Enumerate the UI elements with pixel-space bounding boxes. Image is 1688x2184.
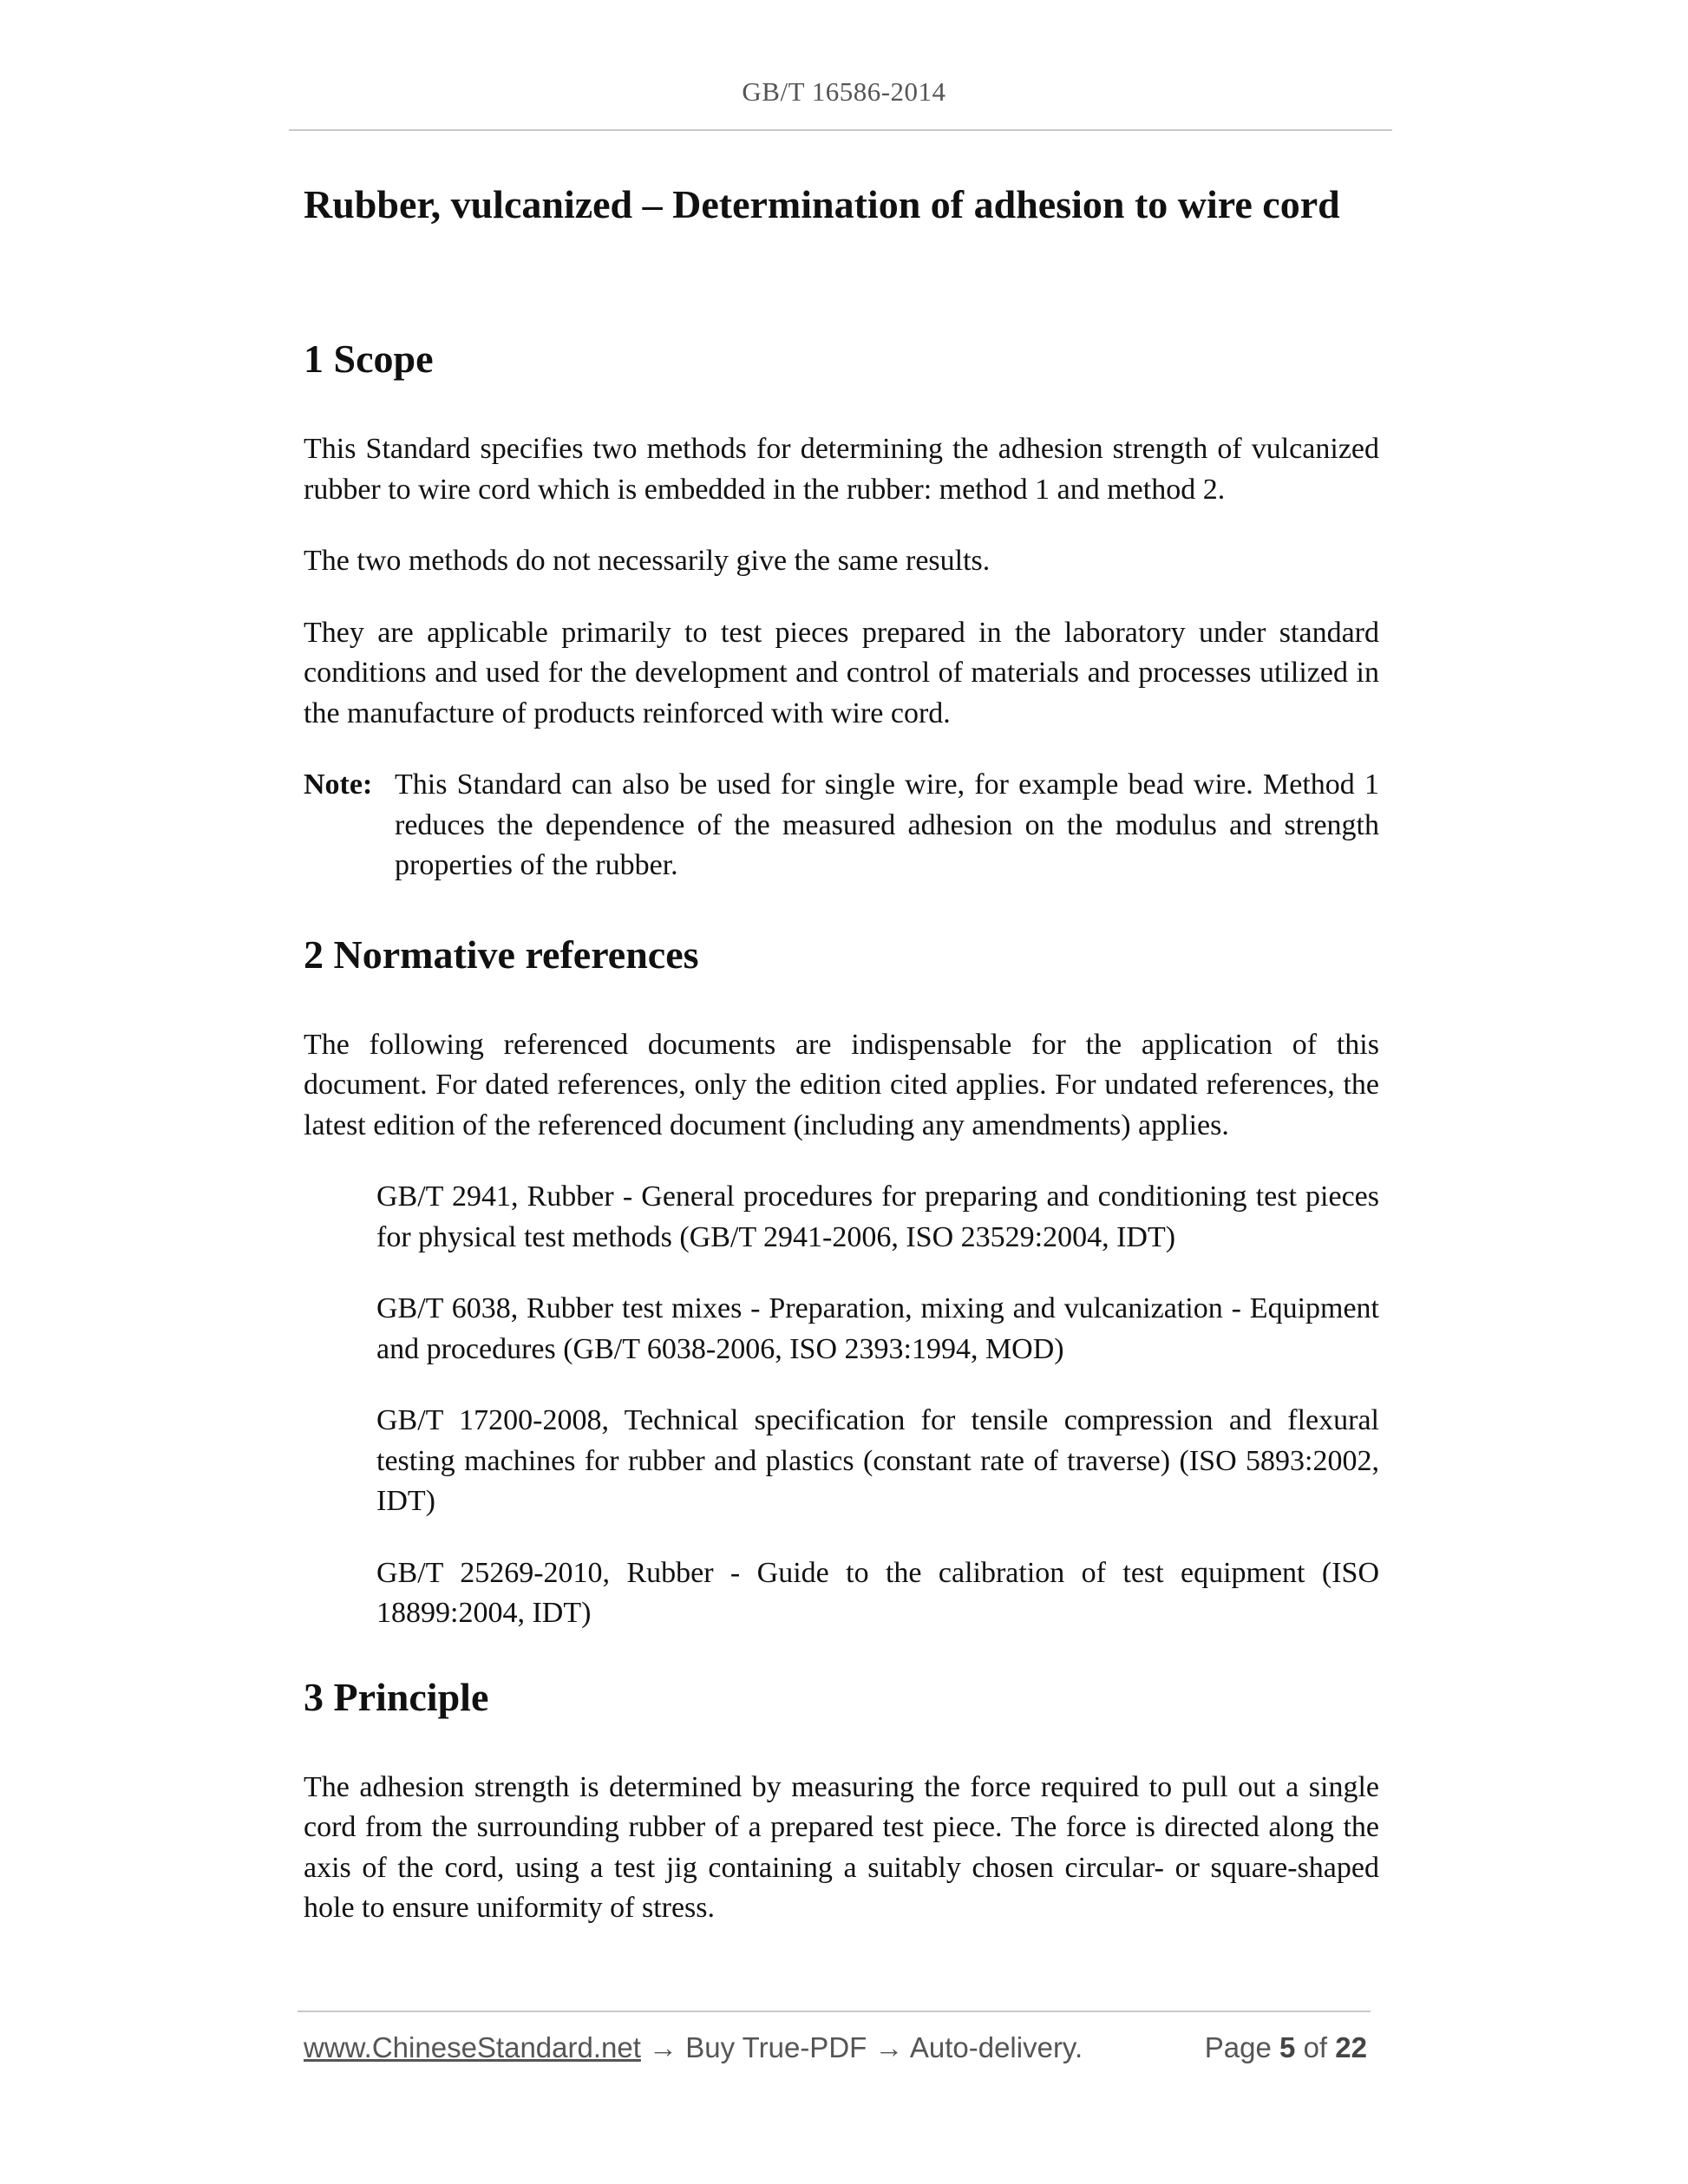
normative-references-heading: 2 Normative references — [304, 932, 699, 977]
note-label: Note: — [304, 768, 373, 801]
footer-divider — [298, 2011, 1371, 2012]
page-body — [304, 178, 1379, 1960]
principle-heading: 3 Principle — [304, 1674, 489, 1719]
document-title: Rubber, vulcanized – Determination of adhesion to wire cord — [304, 182, 1340, 226]
reference-item: GB/T 2941, Rubber - General procedures for preparing and conditioning test pieces for physical test methods (GB/T 2941-2006, ISO 23529:2004, IDT) — [376, 1180, 1379, 1253]
running-header: GB/T 16586-2014 — [742, 76, 946, 107]
buy-true-pdf-text: Buy True-PDF — [685, 2031, 867, 2063]
reference-item: GB/T 25269-2010, Rubber - Guide to the calibration of test equipment (ISO 18899:2004, IDT) — [376, 1556, 1379, 1629]
site-link[interactable]: www.ChineseStandard.net — [304, 2031, 641, 2063]
note-text: This Standard can also be used for single wire, for example bead wire. Method 1 reduces the dependence of the measured adhesion on the modulus and strength properties of the rubber. — [395, 768, 1379, 881]
scope-heading: 1 Scope — [304, 337, 434, 381]
header-divider — [289, 129, 1392, 131]
scope-note — [304, 765, 1379, 886]
of-label: of — [1303, 2031, 1328, 2063]
page-indicator — [1205, 2031, 1367, 2064]
scope-paragraph: The two methods do not necessarily give the same results. — [304, 545, 991, 577]
page-current: 5 — [1279, 2031, 1296, 2063]
footer-promo — [304, 2031, 1083, 2064]
scope-paragraph: They are applicable primarily to test pieces prepared in the laboratory under standard conditions and used for the development and control of materials and processes utilized in the manufacture of products reinforced with wire cord. — [304, 616, 1379, 729]
reference-item: GB/T 6038, Rubber test mixes - Preparation, mixing and vulcanization - Equipment and procedures (GB/T 6038-2006, ISO 2393:1994, MOD) — [376, 1292, 1379, 1365]
normative-intro: The following referenced documents are indispensable for the application of this document. For dated references, only the edition cited applies. For undated references, the latest edition of the referenced document (including any amendments) applies. — [304, 1028, 1379, 1141]
auto-delivery-text: Auto-delivery. — [909, 2031, 1083, 2063]
page-total: 22 — [1335, 2031, 1367, 2063]
page-label: Page — [1204, 2031, 1272, 2063]
principle-paragraph: The adhesion strength is determined by measuring the force required to pull out a single cord from the surrounding rubber of a prepared test piece. The force is directed along the axis of the cord, using a test jig containing a suitably chosen circular- or square-shaped hole to ensure uniformity of stress. — [304, 1770, 1379, 1924]
reference-item: GB/T 17200-2008, Technical specification for tensile compression and flexural testing machines for rubber and plastics (constant rate of traverse) (ISO 5893:2002, IDT) — [376, 1404, 1379, 1517]
scope-paragraph: This Standard specifies two methods for determining the adhesion strength of vulcanized rubber to wire cord which is embedded in the rubber: method 1 and method 2. — [304, 433, 1379, 506]
arrow-right-icon: → — [874, 2031, 904, 2063]
arrow-right-icon: → — [649, 2031, 678, 2063]
